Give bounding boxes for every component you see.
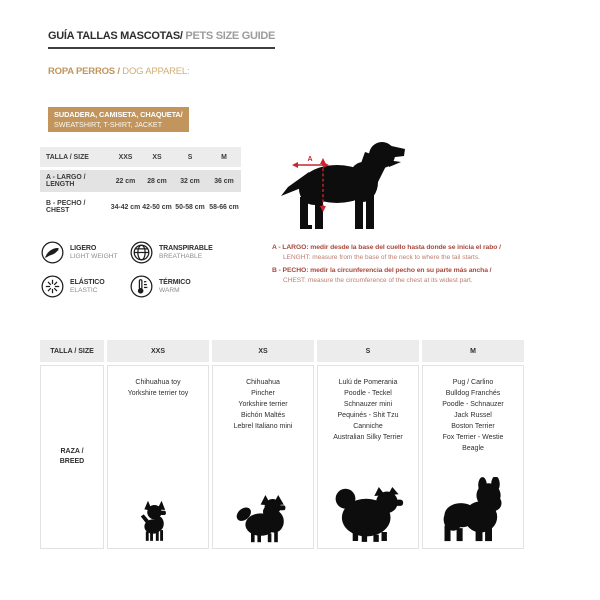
chest-xs: 42-50 cm: [142, 203, 172, 211]
feather-icon: [41, 241, 64, 264]
breed-table-header-m: M: [422, 340, 524, 362]
subtitle-es: ROPA PERROS /: [48, 66, 123, 77]
breed-cell-s: [317, 365, 419, 549]
breed-table-header-label: TALLA / SIZE: [40, 340, 104, 362]
elastic-stretch-icon: [41, 275, 64, 298]
feature-elastic: [41, 275, 130, 298]
note-chest-en: CHEST: measure the circumference of the chest at its widest part.: [283, 277, 473, 284]
feature-warm: [130, 275, 280, 298]
breed-list-m: Pug / Carlino Bulldog Franchés Poodle - Schnauzer Jack Russel Boston Terrier Fox Terrier - Westie Beagle: [442, 379, 504, 452]
measurement-notes: [272, 243, 501, 289]
breed-row-label: RAZA / BREED: [40, 365, 104, 549]
dog-measurement-diagram: [279, 132, 424, 234]
breed-table-header-s: S: [317, 340, 419, 362]
breed-table-header-row: [40, 340, 524, 362]
chihuahua-silhouette: [140, 500, 176, 543]
feature-list: [41, 241, 280, 298]
page-title-es: GUÍA TALLAS MASCOTAS/: [48, 30, 183, 42]
breed-table: [40, 340, 524, 549]
feature-label-es: TÉRMICO: [159, 279, 191, 286]
long-haired-chihuahua-silhouette: [235, 495, 291, 543]
size-table-header-xxs: XXS: [118, 153, 133, 161]
size-table-header-xs: XS: [152, 153, 162, 161]
breed-cell-xs: [212, 365, 314, 549]
feature-label-es: TRANSPIRABLE: [159, 245, 213, 252]
size-table-header-row: [40, 147, 241, 167]
note-chest-es: B - PECHO: medir la circunferencia del pecho en su parte más ancha /: [272, 267, 492, 274]
note-length: [272, 243, 501, 263]
labrador-silhouette: [281, 142, 405, 229]
french-bulldog-silhouette: [435, 477, 511, 543]
length-row-label: A - LARGO / LENGTH: [46, 174, 86, 188]
thermometer-icon: [130, 275, 153, 298]
length-s: 32 cm: [180, 177, 200, 185]
chest-m: 58-66 cm: [209, 203, 239, 211]
feature-label-es: ELÁSTICO: [70, 279, 105, 286]
breathable-globe-icon: [130, 241, 153, 264]
breed-table-header-xxs: XXS: [107, 340, 209, 362]
category-line-es: SUDADERA, CAMISETA, CHAQUETA/: [54, 110, 183, 119]
note-chest: [272, 266, 501, 286]
pomeranian-silhouette: [332, 485, 404, 543]
note-length-es: A - LARGO: medir desde la base del cuello hasta donde se inicia el rabo /: [272, 244, 501, 251]
length-xxs: 22 cm: [115, 177, 136, 185]
size-table-chest-row: [40, 195, 241, 219]
note-length-en: LENGHT: measure from the base of the neck to where the tail starts.: [283, 254, 480, 261]
size-table-header-s: S: [187, 153, 193, 161]
breed-cell-m: [422, 365, 524, 549]
section-subtitle: [48, 66, 189, 77]
page-title-en: PETS SIZE GUIDE: [182, 30, 276, 42]
breed-table-body-row: [40, 365, 524, 549]
feature-label-en: BREATHABLE: [159, 253, 203, 260]
length-m: 36 cm: [214, 177, 234, 185]
feature-label-en: LIGHT WEIGHT: [70, 253, 118, 260]
size-table-length-row: [40, 170, 241, 192]
breed-table-header-xs: XS: [212, 340, 314, 362]
breed-list-xxs: Chihuahua toy Yorkshire terrier toy: [127, 379, 189, 397]
size-table: [40, 147, 241, 222]
feature-label-en: WARM: [159, 287, 180, 294]
breed-list-xs: Chihuahua Pincher Yorkshire terrier Bichón Maltés Lebrel Italiano mini: [233, 379, 293, 430]
size-table-header-label: TALLA / SIZE: [46, 153, 89, 161]
chest-s: 50-58 cm: [175, 203, 205, 211]
arrow-a-label: A: [307, 156, 313, 163]
garment-category-box: [48, 107, 189, 132]
breed-cell-xxs: [107, 365, 209, 549]
length-xs: 28 cm: [147, 177, 167, 185]
feature-breathable: [130, 241, 280, 264]
subtitle-en: DOG APPAREL:: [122, 66, 190, 77]
feature-label-en: ELASTIC: [70, 287, 98, 294]
breed-list-s: Lulú de Pomerania Poodle - Teckel Schnauzer mini Pequinés - Shit Tzu Canniche Australian Silky Terrier: [333, 379, 403, 441]
feature-lightweight: [41, 241, 130, 264]
chest-xxs: 34-42 cm: [110, 203, 141, 211]
feature-label-es: LIGERO: [70, 245, 97, 252]
category-line-en: SWEATSHIRT, T-SHIRT, JACKET: [54, 119, 163, 129]
page-title: [48, 30, 275, 49]
chest-row-label: B - PECHO / CHEST: [46, 200, 86, 214]
size-table-header-m: M: [221, 153, 227, 161]
